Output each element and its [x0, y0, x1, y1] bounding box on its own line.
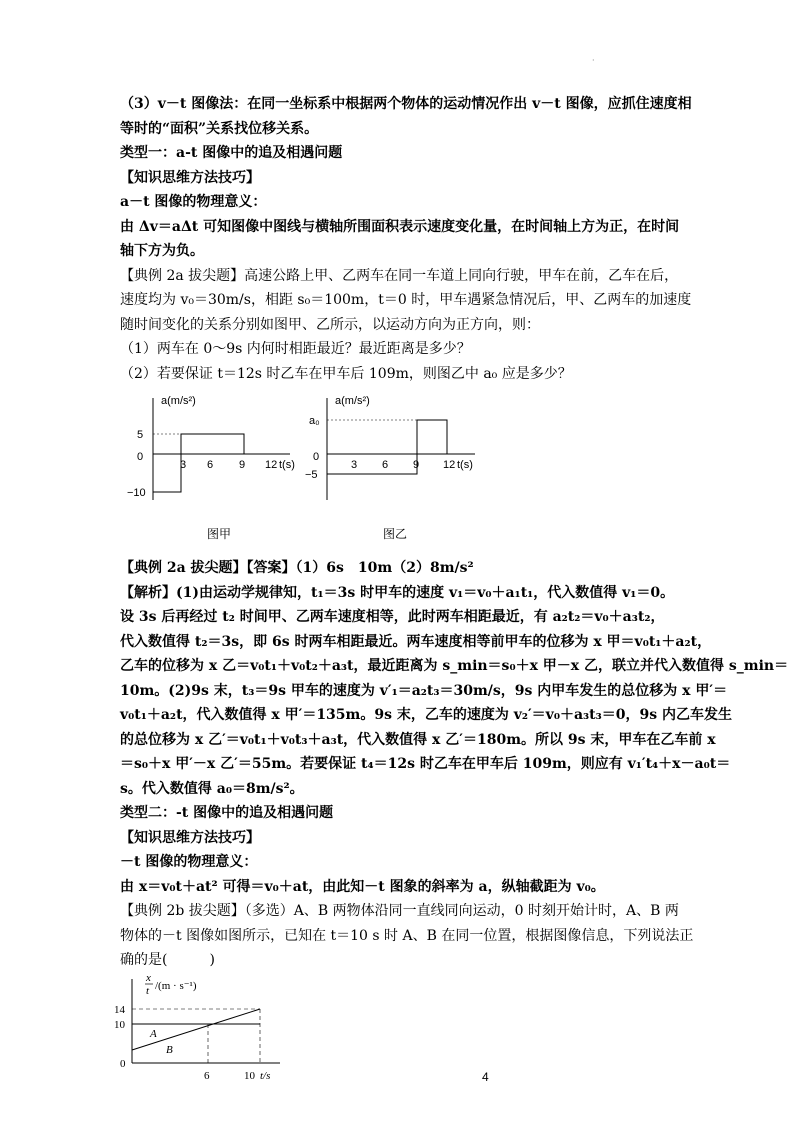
solution-line: s。代入数值得 a₀＝8m/s²。 — [120, 780, 304, 797]
y-axis-unit: /(m · s⁻¹) — [155, 979, 197, 992]
text-line: 轴下方为负。 — [120, 243, 204, 259]
section-heading: 类型一：a-t 图像中的追及相遇问题 — [120, 145, 343, 161]
tick-label-y: 14 — [114, 1003, 125, 1016]
x-axis-label: t(s) — [457, 459, 473, 471]
tick-label-y: −5 — [305, 469, 318, 481]
tick-label-x: 9 — [239, 459, 246, 471]
tick-label-y: 0 — [120, 1057, 126, 1070]
line-label-a: A — [150, 1027, 157, 1040]
corner-mark: · — [592, 56, 595, 65]
solution-line: ＝s₀＋x 甲′－x 乙′＝55m。若要保证 t₄＝12s 时乙车在甲车后 109m，则应有 v₁′t₄＋x－a₀t＝ — [120, 756, 731, 772]
figure-caption: 图乙 — [383, 527, 408, 541]
figures-row — [120, 390, 700, 550]
figure-ab — [114, 971, 700, 1095]
tick-label-x: 6 — [207, 459, 214, 471]
answer-line: 【典例 2a 拔尖题】【答案】（1）6s 10m（2）8m/s² — [120, 560, 474, 576]
text-line: 由 x＝v₀t＋at² 可得＝v₀＋at，由此知－t 图象的斜率为 a，纵轴截距为 v₀。 — [120, 878, 605, 895]
text-line: a－t 图像的物理意义： — [120, 194, 267, 210]
solution-line: 代入数值得 t₂＝3s，即 6s 时两车相距最近。两车速度相等前甲车的位移为 x 甲＝v₀t₁＋a₂t， — [120, 633, 712, 650]
section-heading: 类型二：-t 图像中的追及相遇问题 — [120, 805, 334, 821]
problem-line: 确的是( ) — [120, 952, 215, 968]
tick-label-x: 3 — [180, 459, 187, 471]
tick-label-y: 0 — [137, 451, 144, 463]
problem-line: 【典例 2a 拔尖题】高速公路上甲、乙两车在同一车道上同向行驶，甲车在前，乙车在后， — [120, 267, 679, 284]
figure-jia — [125, 390, 295, 559]
problem-line: 随时间变化的关系分别如图甲、乙所示，以运动方向为正方向，则： — [120, 316, 540, 333]
problem-line: （1）两车在 0～9s 内何时相距最近？最近距离是多少？ — [120, 341, 471, 357]
line-label-b: B — [166, 1043, 173, 1056]
subheading: 【知识思维方法技巧】 — [120, 829, 260, 846]
x-axis-label: t(s) — [279, 459, 295, 471]
problem-line: 【典例 2b 拔尖题】（多选）A、B 两物体沿同一直线同向运动，0 时刻开始计时，A、B 两 — [120, 903, 679, 919]
tick-label-y: 5 — [137, 429, 144, 441]
solution-line: 的总位移为 x 乙′＝v₀t₁＋v₀t₃＋a₃t，代入数值得 x 乙′＝180m。所以 9s 末，甲车在乙车前 x — [120, 731, 716, 748]
subheading: 【知识思维方法技巧】 — [120, 169, 260, 186]
y-label-numerator: x — [146, 971, 151, 984]
tick-label-y: 0 — [313, 451, 320, 463]
document-body — [114, 92, 789, 1095]
solution-line: 【解析】(1)由运动学规律知，t₁＝3s 时甲车的速度 v₁＝v₀＋a₁t₁，代入数值得 v₁＝0。 — [120, 584, 675, 601]
figure-caption: 图甲 — [207, 527, 232, 541]
page-number: 4 — [482, 1070, 489, 1084]
text-line: （3）v－t 图像法：在同一坐标系中根据两个物体的运动情况作出 v－t 图像，应抓住速度相 — [120, 96, 692, 112]
text-line: －t 图像的物理意义： — [120, 854, 258, 870]
tick-label-x: 6 — [204, 1069, 210, 1082]
problem-line: 物体的－t 图像如图所示，已知在 t＝10 s 时 A、B 在同一位置，根据图像信息，下列说法正 — [120, 927, 694, 944]
tick-label-y: −10 — [127, 487, 146, 499]
tick-label-x: 9 — [413, 459, 420, 471]
tick-label-x: 3 — [351, 459, 358, 471]
y-axis-label: a(m/s²) — [335, 395, 370, 407]
solution-line: v₀t₁＋a₂t，代入数值得 x 甲′＝135m。9s 末，乙车的速度为 v₂′＝v₀＋a₃t₃＝0，9s 内乙车发生 — [120, 707, 732, 723]
solution-line: 10m。(2)9s 末，t₃＝9s 甲车的速度为 v′₁＝a₂t₃＝30m/s，9s 内甲车发生的总位移为 x 甲′＝ — [120, 682, 728, 699]
y-label-denominator: t — [146, 984, 150, 997]
text-line: 由 Δv＝aΔt 可知图像中图线与横轴所围面积表示速度变化量，在时间轴上方为正，在时间 — [120, 218, 680, 235]
tick-label-x: 10 — [244, 1069, 255, 1082]
x-axis-label: t/s — [260, 1069, 271, 1082]
solution-line: 设 3s 后再经过 t₂ 时间甲、乙两车速度相等，此时两车相距最近，有 a₂t₂＝v₀＋a₃t₂， — [120, 609, 665, 625]
text-line: 等时的“面积”关系找位移关系。 — [120, 120, 319, 137]
tick-label-x: 12 — [265, 459, 278, 471]
tick-label-x: 12 — [443, 459, 456, 471]
problem-line: （2）若要保证 t＝12s 时乙车在甲车后 109m，则图乙中 a₀ 应是多少？ — [120, 365, 572, 382]
tick-label-y: a₀ — [309, 415, 320, 427]
tick-label-y: 10 — [114, 1018, 125, 1031]
figure-yi — [305, 390, 485, 559]
tick-label-x: 6 — [382, 459, 389, 471]
y-axis-label: a(m/s²) — [161, 395, 196, 407]
solution-line: 乙车的位移为 x 乙＝v₀t₁＋v₀t₂＋a₃t，最近距离为 s_min＝s₀＋x 甲－x 乙，联立并代入数值得 s_min＝ — [120, 658, 789, 674]
problem-line: 速度均为 v₀＝30m/s，相距 s₀＝100m，t＝0 时，甲车遇紧急情况后，甲、乙两车的加速度 — [120, 292, 692, 308]
